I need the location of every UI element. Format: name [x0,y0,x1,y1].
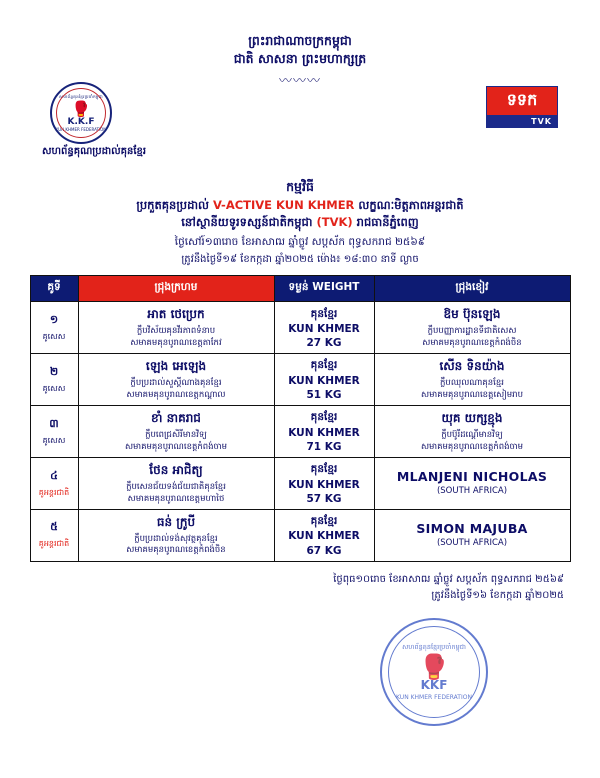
column-header-no: គូទី [30,276,78,302]
stamp-top-text: សហព័ន្ធគុនខ្មែរប្រចាំកម្ពុជា [402,642,466,651]
table-row [30,406,570,458]
footer-date-gregorian: ត្រូវនឹងថ្ងៃទី១៦ ខែកក្កដា ឆ្នាំ២០២៥ [431,589,564,601]
fight-weight: 51 KG [306,388,342,401]
table-row [30,458,570,510]
fight-number: ៤ [50,468,58,482]
weight-cell [274,458,374,510]
kkf-logo-ring [56,88,106,138]
program-line-1-prefix: ប្រកួតគុនប្រដាល់ [136,198,213,212]
table-row [30,510,570,562]
blue-corner-cell [374,354,570,406]
program-line-1-suffix: លក្ខណៈមិត្តភាពអន្តរជាតិ [354,198,464,212]
table-header [30,276,570,302]
logos-row [14,86,586,158]
official-stamp [380,618,488,726]
stamp-abbr: KKF [420,677,448,692]
tvk-logo-main: ទទក [487,87,557,115]
kingdom-line-2: ជាតិ សាសនា ព្រះមហាក្សត្រ [233,51,367,67]
fight-weight: 57 KG [306,492,342,505]
fight-weight: 67 KG [306,544,342,557]
red-fighter-club: ក្លឹបវិស័យគុនវីរភាពទំនាប សមាគមគុនបូរាណខេត្តតាកែវ [130,326,222,348]
fight-number-cell [30,354,78,406]
blue-corner-cell [374,458,570,510]
table-row [30,302,570,354]
program-line-2-suffix: រាជធានីភ្នំពេញ [352,215,419,230]
blue-fighter-name: MLANJENI NICHOLAS [396,469,548,485]
blue-fighter-name: SIMON MAJUBA [416,521,528,537]
program-line-2-prefix: នៅស្ថានីយទូរទស្សន៍ជាតិកម្ពុជា [181,215,317,230]
table-header-row [30,276,570,302]
fight-type-tag: គូសេស [42,383,66,393]
kingdom-line-1: ព្រះរាជាណាចក្រកម្ពុជា [248,33,352,48]
footer-date-khmer: ថ្ងៃពុធ១០រោច ខែអាសាឍ ឆ្នាំច្លូវ សប្តស័ក ពុទ្ធសករាជ ២៥៦៩ [333,573,564,585]
table-body [30,302,570,562]
red-fighter-name: ឡេង អេឡេង [145,359,207,374]
stamp-fighters-icon: 🥊 [419,652,449,681]
red-corner-cell [78,510,274,562]
red-fighter-name: អាត ថេប្រេក [147,307,205,322]
column-header-blue-corner: ជ្រុងខៀវ [374,276,570,302]
blue-fighter-club: ក្លឹបឈុលណាគុនខ្មែរ សមាគមគុនបូរាណខេត្តសៀមរាប [421,378,523,400]
fight-number-cell [30,302,78,354]
blue-corner-cell [374,302,570,354]
red-corner-cell [78,458,274,510]
fight-type-tag: គូអន្តរជាតិ [38,487,70,497]
red-fighter-club: ក្លឹបប្រដាល់សួស្តីណាងគុនខ្មែរ សមាគមគុនបូរាណខេត្តកណ្ដាល [126,378,226,400]
column-header-weight: ទម្ងន់ WEIGHT [274,276,374,302]
fight-style: គុនខ្មែរ KUN KHMER [288,515,360,543]
blue-fighter-club: ក្លឹបប៊ូរីដណ្ដើមានវិទ្យ សមាគមគុនបូរាណខេត្តកំពង់ចាម [420,430,524,452]
column-header-red-corner: ជ្រុងក្រហម [78,276,274,302]
red-fighter-name: ធន់ ក្រូបី [156,515,196,529]
red-corner-cell [78,302,274,354]
red-fighter-name: ថែន អាជិត្យ [149,463,203,478]
kkf-fighters-icon: 🥊 [71,100,91,119]
ornament-divider: 〰〰〰 [278,74,321,90]
kkf-logo-bottom-text: KUN KHMER FEDERATION [55,127,107,133]
red-corner-cell [78,354,274,406]
table-row [30,354,570,406]
stamp-ring [388,626,480,718]
red-fighter-club: ក្លឹបពេជ្រសិរីមានវិទ្យ សមាគមគុនបូរាណខេត្តកំពង់ចាម [124,430,228,452]
fight-style: គុនខ្មែរ KUN KHMER [288,307,360,335]
blue-fighter-name: ឱម ប៊ុនឡេង [443,307,501,322]
fight-style: គុនខ្មែរ KUN KHMER [288,411,360,439]
program-line-2-highlight: (TVK) [316,215,353,230]
fight-number-cell [30,458,78,510]
program-title: កម្មវិធី [286,179,314,195]
blue-fighter-club: (SOUTH AFRICA) [436,486,508,497]
kkf-logo-abbr: K.K.F [67,117,95,128]
weight-cell [274,302,374,354]
blue-fighter-name: សើន ទិនយ៉ាង [439,359,505,374]
blue-fighter-name: យុគ យក្សខ្មុង [441,411,503,426]
red-corner-cell [78,406,274,458]
red-fighter-club: ក្លឹបសេនជ័យទង់ជ័យជាតិគុនខ្មែរ សមាគមគុនបូរាណខេត្តមហាថៃ [126,482,226,504]
program-line-2 [14,214,586,231]
fight-number-cell [30,406,78,458]
fight-style: គុនខ្មែរ KUN KHMER [288,463,360,491]
tvk-logo-sub: TVK [487,115,557,127]
blue-fighter-club: ក្លឹបបញ្ញាការដ្ឋានទីជាតិសេស សមាគមគុនបូរាណខេត្តកំពង់ចិន [422,326,522,348]
document-footer [14,572,564,604]
federation-name: សហព័ន្ធគុណប្រដាល់គុនខ្មែរ [42,146,147,158]
document-sheet [14,10,586,750]
stamp-bottom-text: KUN KHMER FEDERATION [396,694,472,702]
blue-fighter-club: (SOUTH AFRICA) [436,538,508,549]
program-date-gregorian: ត្រូវនឹងថ្ងៃទី១៩ ខែកក្កដា ឆ្នាំ២០២៥ ម៉ោង៖ ១៨:៣០ នាទី ល្ងាច [181,254,419,266]
weight-cell [274,510,374,562]
fight-number: ៣ [49,416,59,430]
program-line-1 [14,197,586,214]
weight-cell [274,354,374,406]
kkf-logo-top-text: សហព័ន្ធគុនខ្មែរប្រចាំកម្ពុជា [59,94,103,100]
fight-number-cell [30,510,78,562]
fight-type-tag: គូអន្តរជាតិ [38,539,70,549]
blue-corner-cell [374,510,570,562]
program-date-khmer: ថ្ងៃសៅរ៍១៣រោច ខែអាសាឍ ឆ្នាំច្លូវ សប្តស័ក ពុទ្ធសករាជ ២៥៦៩ [174,235,426,248]
fight-number: ២ [49,364,59,378]
kkf-logo [50,82,112,144]
fight-number: ១ [49,312,59,326]
fight-weight: 27 KG [306,336,342,349]
fight-type-tag: គូសេស [42,435,66,445]
program-block [14,178,586,267]
fight-weight: 71 KG [306,440,342,453]
weight-cell [274,406,374,458]
kingdom-header [14,32,586,68]
red-fighter-club: ក្លឹបប្រដាល់ទង់សុវត្ថគុនខ្មែរ សមាគមគុនបូរាណខេត្តកំពង់ចិន [126,534,226,556]
red-fighter-name: ខាំ នាគរាជ [151,411,201,426]
tvk-logo [486,86,558,128]
blue-corner-cell [374,406,570,458]
program-line-1-highlight: V-ACTIVE KUN KHMER [212,198,355,212]
fight-style: គុនខ្មែរ KUN KHMER [288,359,360,387]
fight-number: ៥ [50,520,58,534]
fight-type-tag: គូសេស [42,331,66,341]
fight-card-table [30,275,571,562]
